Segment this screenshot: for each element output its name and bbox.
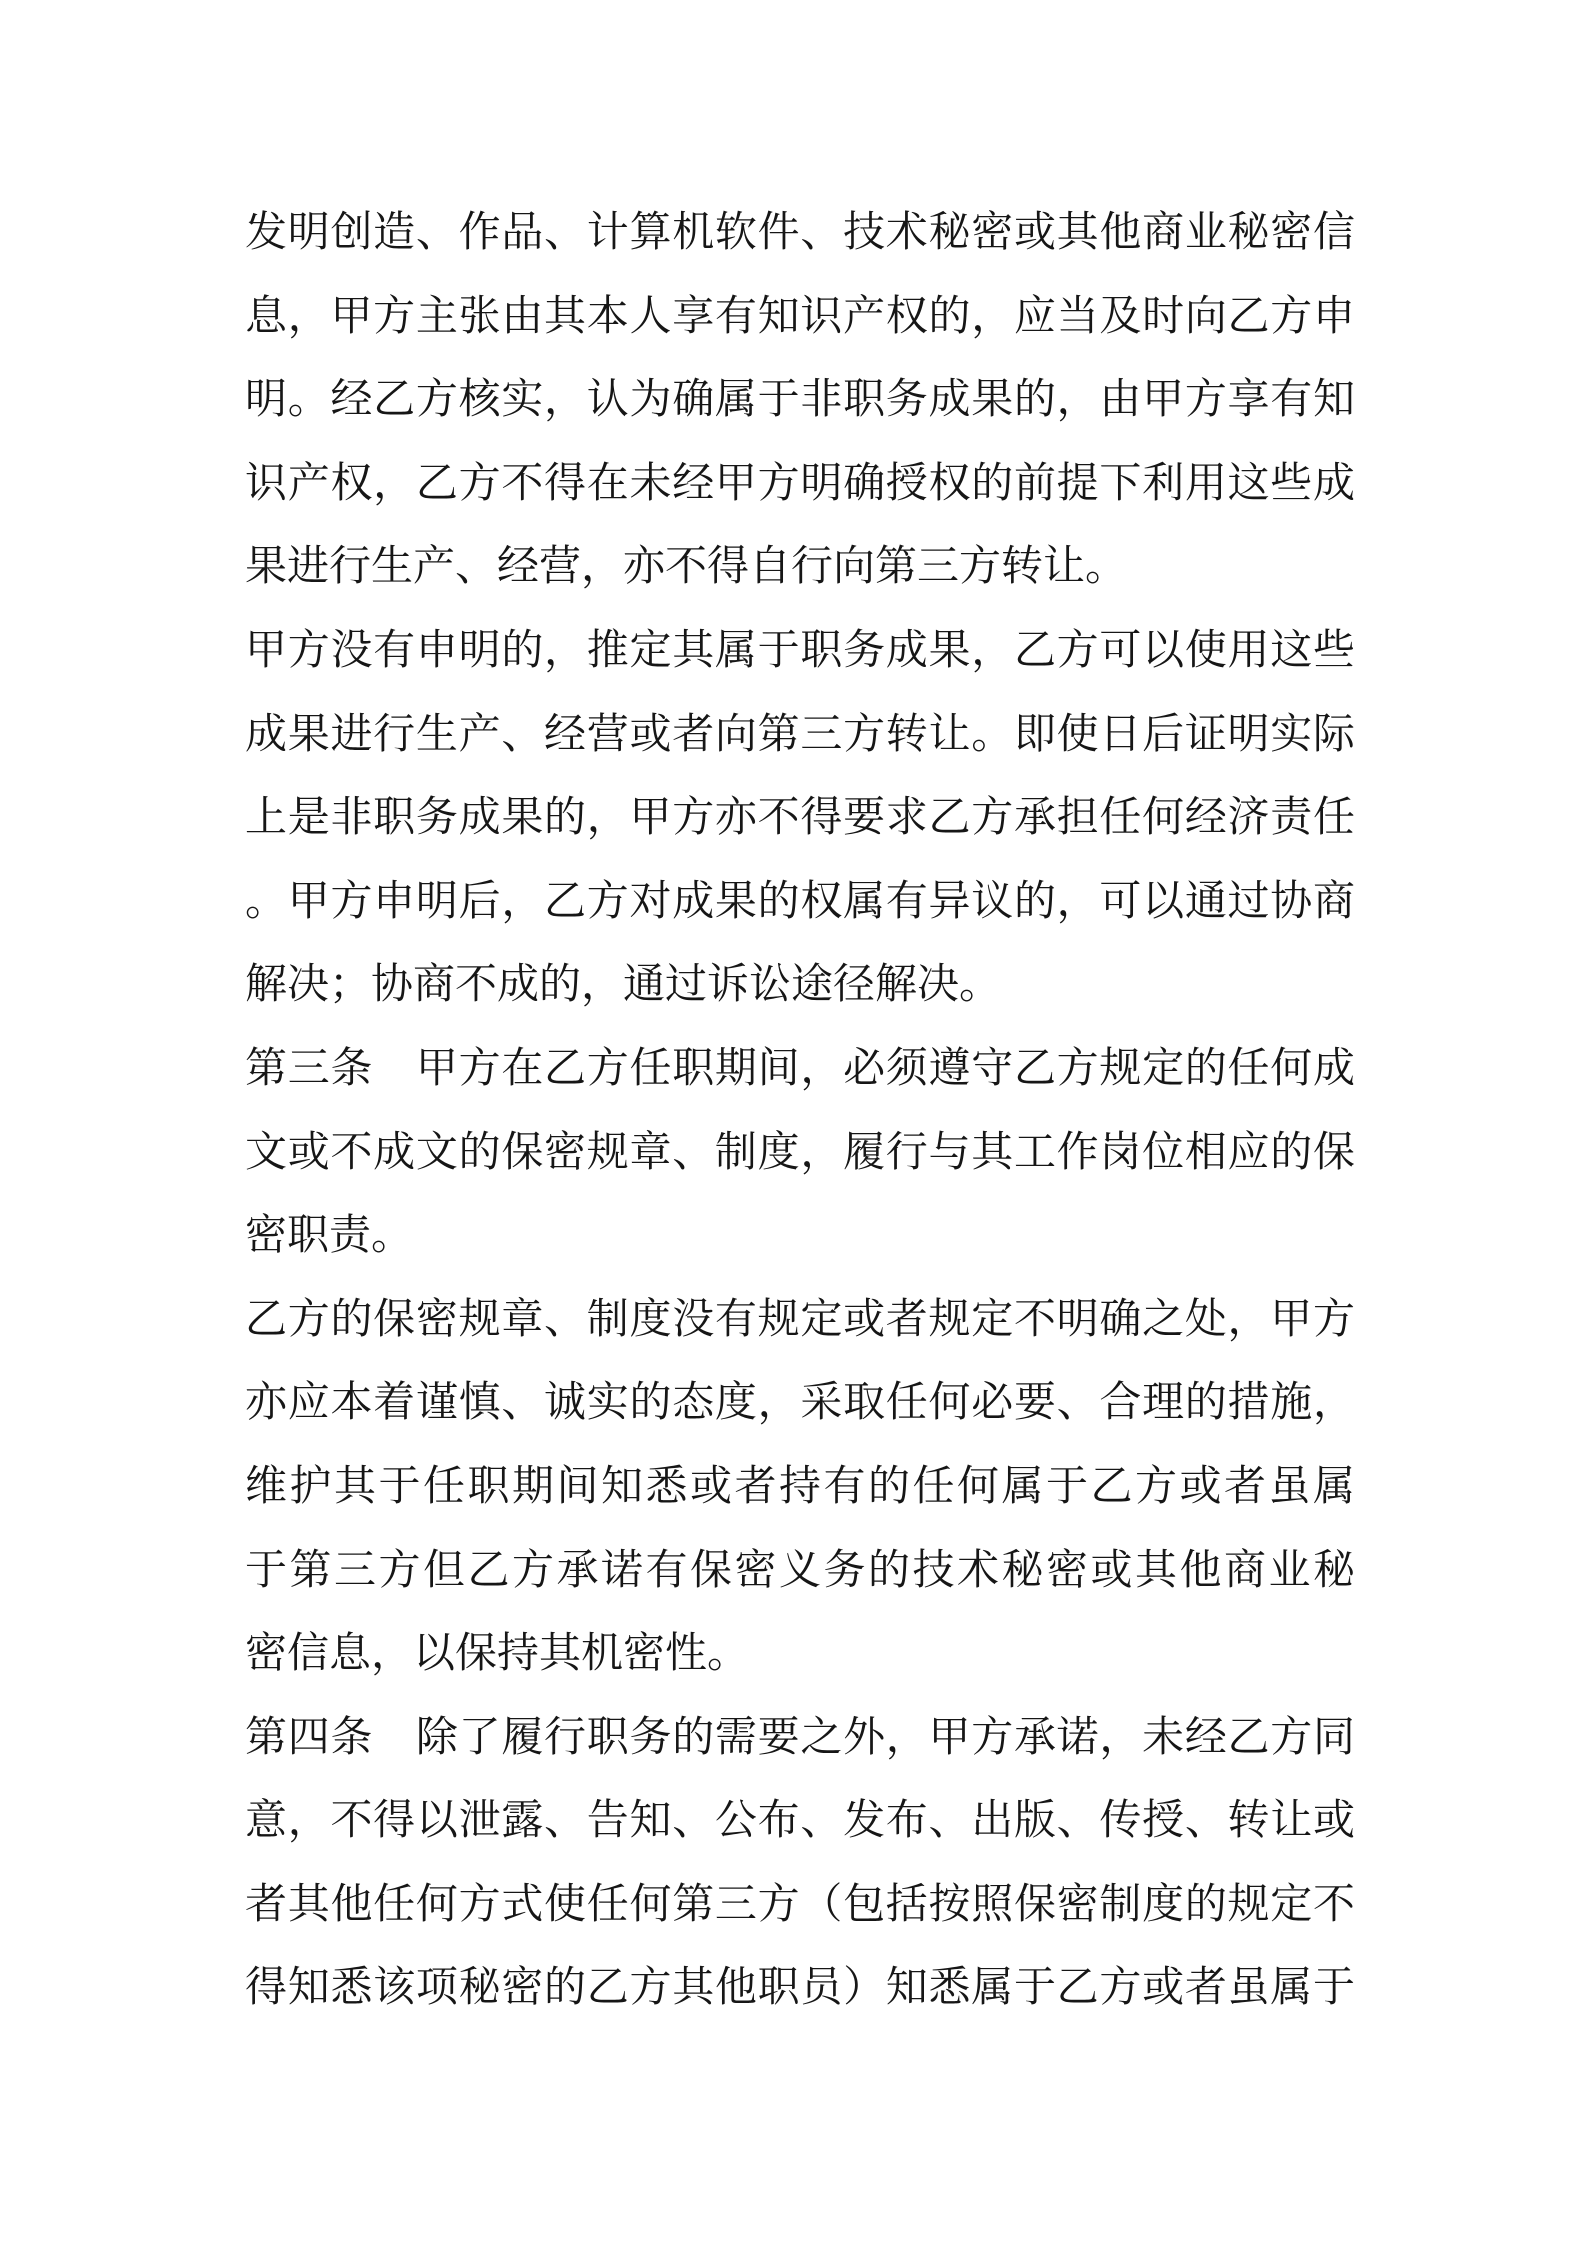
text-line: 亦应本着谨慎、诚实的态度，采取任何必要、合理的措施， [245, 1377, 1355, 1427]
document-body [245, 190, 1355, 2029]
text-line: 发明创造、作品、计算机软件、技术秘密或其他商业秘密信 [245, 207, 1355, 256]
text-line: 息，甲方主张由其本人享有知识产权的，应当及时向乙方申 [245, 290, 1355, 340]
text-line: 成果进行生产、经营或者向第三方转让。即使日后证明实际 [245, 708, 1355, 758]
text-line: 。甲方申明后，乙方对成果的权属有异议的，可以通过协商 [245, 875, 1355, 925]
article-3-paragraph [245, 1026, 1355, 1277]
paragraph [245, 608, 1355, 1026]
text-line: 果进行生产、经营，亦不得自行向第三方转让。 [245, 541, 1128, 591]
text-line: 识产权，乙方不得在未经甲方明确授权的前提下利用这些成 [245, 457, 1355, 507]
text-line: 密职责。 [245, 1210, 414, 1260]
text-line: 乙方的保密规章、制度没有规定或者规定不明确之处，甲方 [245, 1293, 1355, 1343]
text-line: 解决；协商不成的，通过诉讼途径解决。 [245, 959, 1002, 1009]
text-line: 者其他任何方式使任何第三方（包括按照保密制度的规定不 [245, 1878, 1355, 1928]
text-line: 意，不得以泄露、告知、公布、发布、出版、传授、转让或 [245, 1795, 1355, 1845]
article-4-paragraph [245, 1695, 1355, 2029]
text-line: 甲方没有申明的，推定其属于职务成果，乙方可以使用这些 [245, 624, 1355, 674]
paragraph [245, 1277, 1355, 1695]
text-line: 第四条 除了履行职务的需要之外，甲方承诺，未经乙方同 [245, 1711, 1355, 1761]
text-line: 于第三方但乙方承诺有保密义务的技术秘密或其他商业秘 [245, 1544, 1355, 1594]
text-line: 得知悉该项秘密的乙方其他职员）知悉属于乙方或者虽属于 [245, 1962, 1355, 2012]
text-line: 第三条 甲方在乙方任职期间，必须遵守乙方规定的任何成 [245, 1042, 1355, 1092]
text-line: 明。经乙方核实，认为确属于非职务成果的，由甲方享有知 [245, 374, 1355, 424]
text-line: 文或不成文的保密规章、制度，履行与其工作岗位相应的保 [245, 1126, 1355, 1176]
text-line: 维护其于任职期间知悉或者持有的任何属于乙方或者虽属 [245, 1460, 1355, 1510]
text-line: 密信息，以保持其机密性。 [245, 1628, 750, 1678]
text-line: 上是非职务成果的，甲方亦不得要求乙方承担任何经济责任 [245, 792, 1355, 842]
paragraph [245, 190, 1355, 608]
